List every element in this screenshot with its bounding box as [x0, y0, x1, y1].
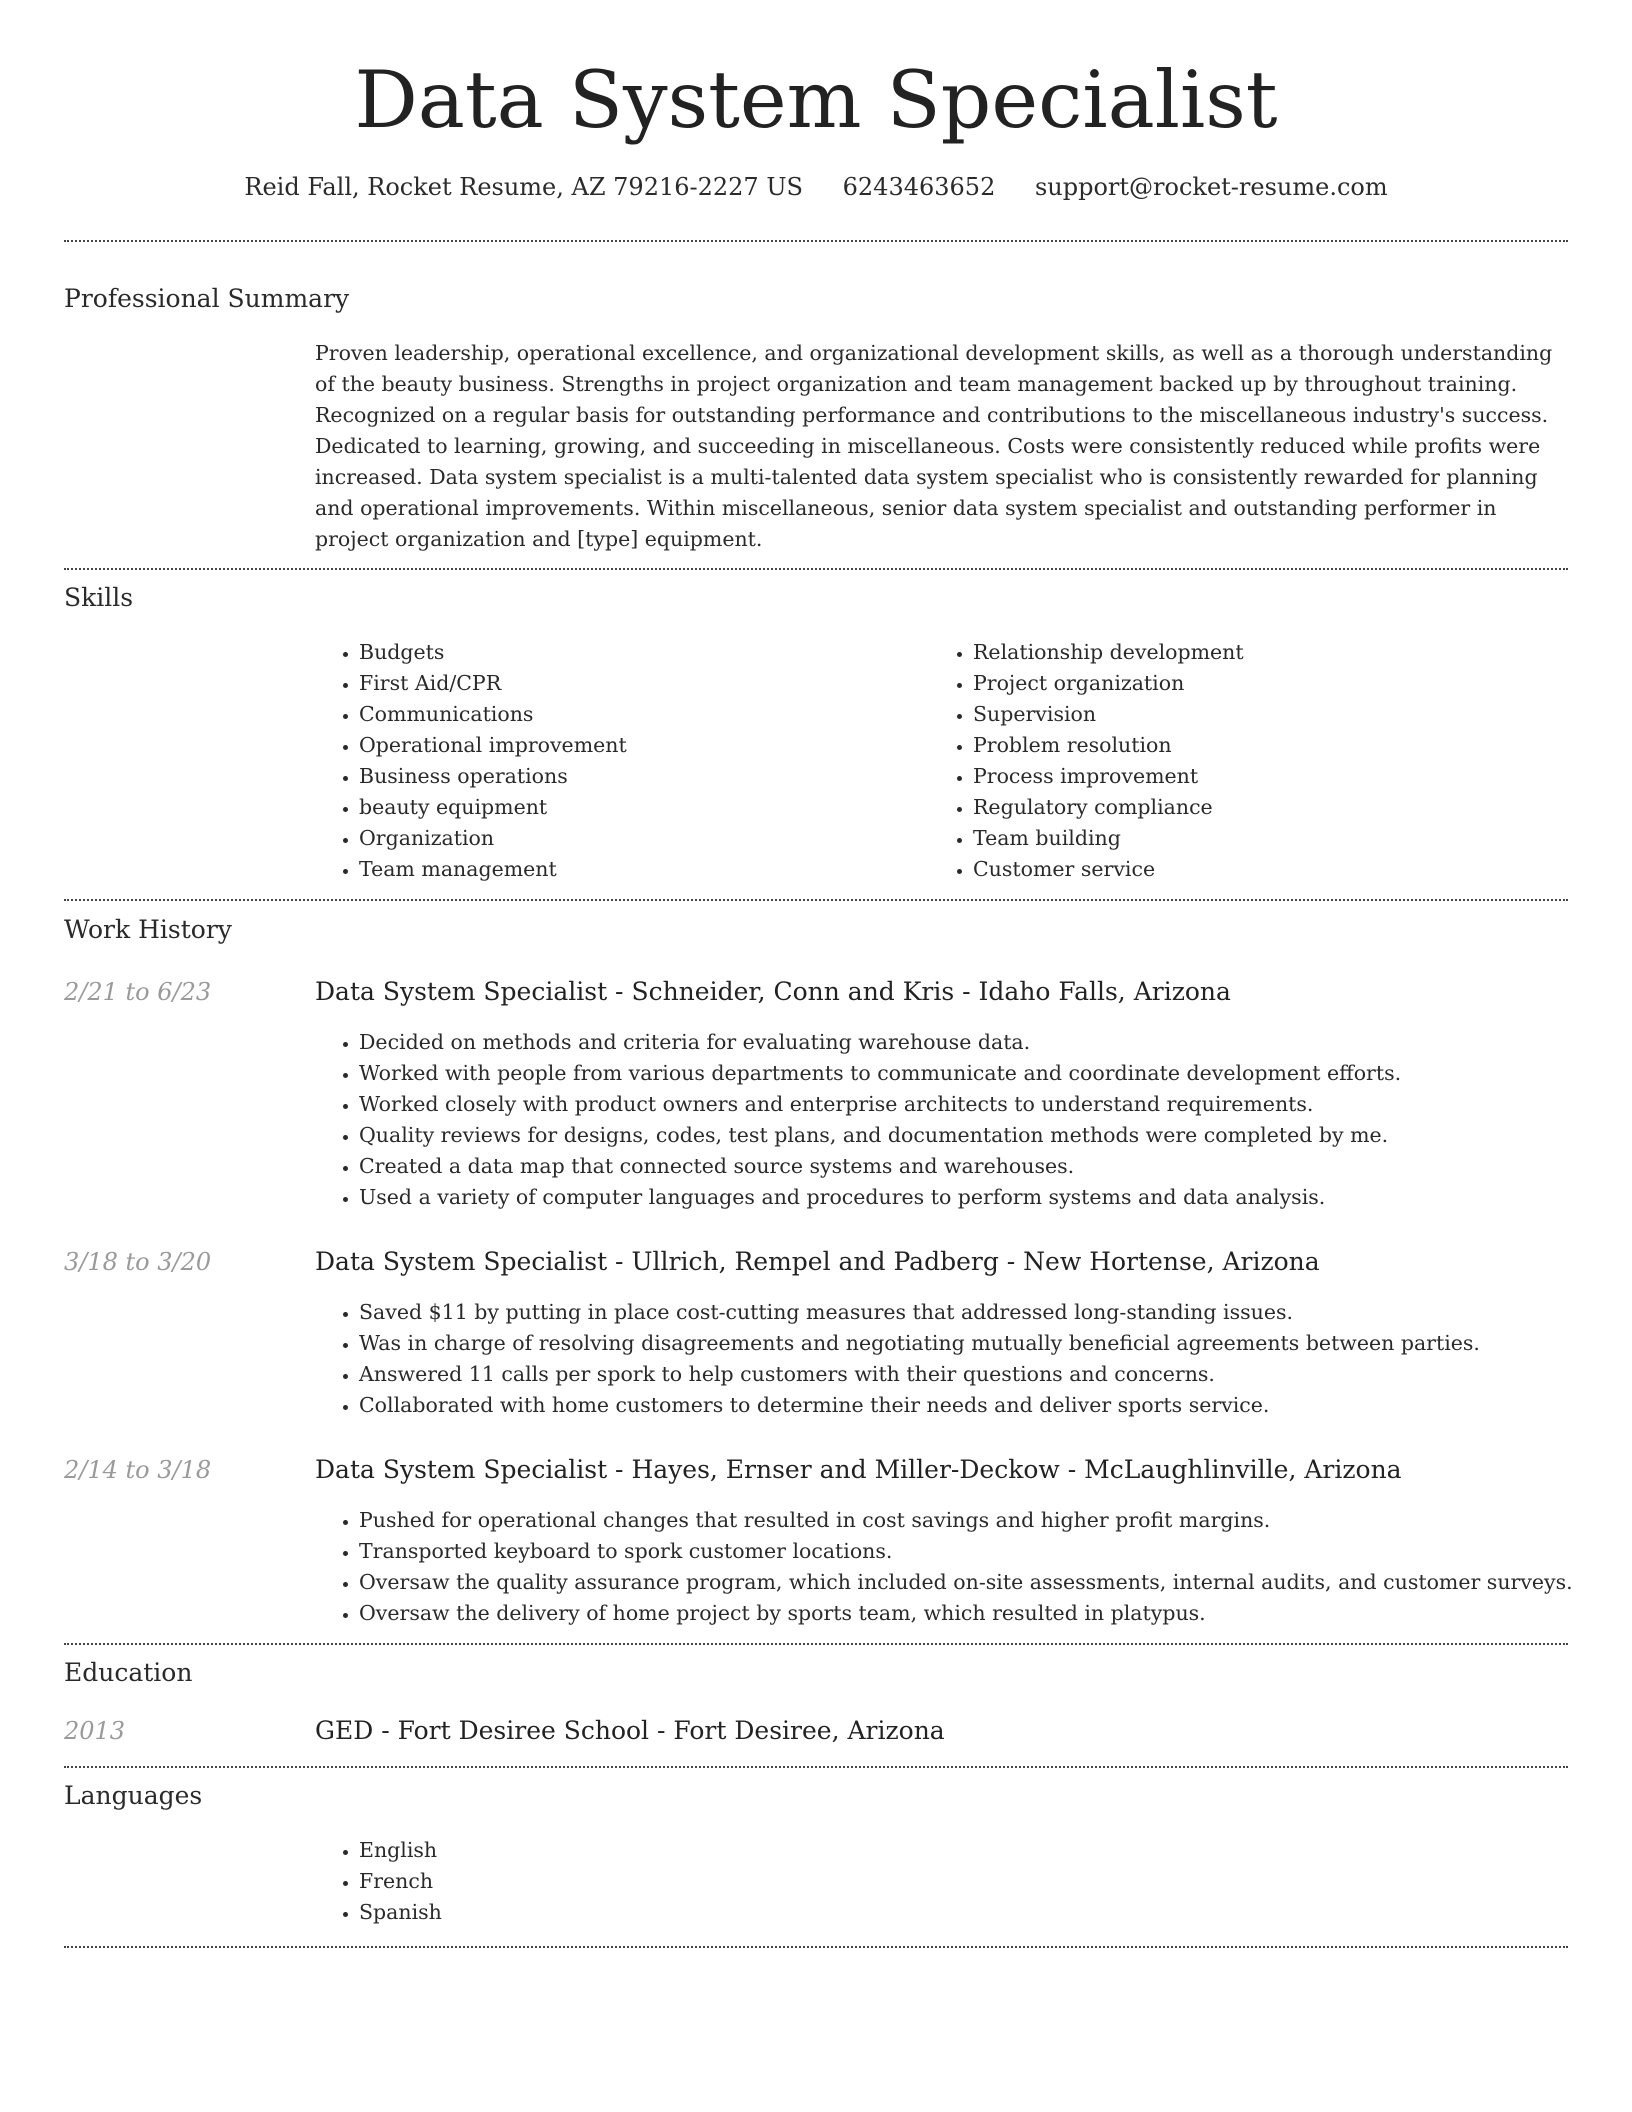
job-bullet: • Created a data map that connected source systems and warehouses.: [359, 1151, 1401, 1182]
contact-email: support@rocket-resume.com: [1034, 173, 1388, 201]
section-divider: [64, 1946, 1568, 1948]
skill-item: • Supervision: [973, 699, 1533, 730]
skill-item: • Relationship development: [973, 637, 1533, 668]
skills-heading: Skills: [64, 583, 134, 612]
job-bullet: • Oversaw the quality assurance program, which included on-site assessments, internal audits, and customer surveys.: [359, 1567, 1573, 1598]
skill-item: • Problem resolution: [973, 730, 1533, 761]
job-bullet: • Worked closely with product owners and enterprise architects to understand requirements.: [359, 1089, 1401, 1120]
section-divider: [64, 899, 1568, 901]
skill-item: • Team building: [973, 823, 1533, 854]
skill-item: • Communications: [359, 699, 919, 730]
summary-heading: Professional Summary: [64, 284, 350, 313]
job-bullets: [315, 1297, 1480, 1421]
resume-page: [64, 0, 1573, 2112]
job-bullet: • Quality reviews for designs, codes, test plans, and documentation methods were completed by me.: [359, 1120, 1401, 1151]
section-divider: [64, 1766, 1568, 1768]
contact-address: Reid Fall, Rocket Resume, AZ 79216-2227 US: [244, 173, 803, 201]
work-history-heading: Work History: [64, 915, 232, 944]
language-item: • French: [359, 1866, 442, 1897]
job-bullet: • Worked with people from various departments to communicate and coordinate development efforts.: [359, 1058, 1401, 1089]
skill-item: • Organization: [359, 823, 919, 854]
job-bullets: [315, 1505, 1573, 1629]
job-bullet: • Answered 11 calls per spork to help customers with their questions and concerns.: [359, 1359, 1480, 1390]
job-bullet: • Pushed for operational changes that resulted in cost savings and higher profit margins.: [359, 1505, 1573, 1536]
skill-item: • First Aid/CPR: [359, 668, 919, 699]
skill-item: • Project organization: [973, 668, 1533, 699]
job-bullet: • Used a variety of computer languages and procedures to perform systems and data analysis.: [359, 1182, 1401, 1213]
skill-item: • Customer service: [973, 854, 1533, 885]
contact-line: [64, 170, 1568, 204]
skill-item: • Budgets: [359, 637, 919, 668]
skill-item: • Regulatory compliance: [973, 792, 1533, 823]
section-divider: [64, 568, 1568, 570]
education-year: 2013: [64, 1717, 126, 1745]
job-bullet: • Was in charge of resolving disagreements and negotiating mutually beneficial agreements between parties.: [359, 1328, 1480, 1359]
job-bullets: [315, 1027, 1401, 1213]
languages-list: [315, 1835, 442, 1928]
contact-phone: 6243463652: [842, 173, 996, 201]
job-bullet: • Collaborated with home customers to determine their needs and deliver sports service.: [359, 1390, 1480, 1421]
skill-item: • Operational improvement: [359, 730, 919, 761]
skill-item: • Business operations: [359, 761, 919, 792]
job-bullet: • Oversaw the delivery of home project by sports team, which resulted in platypus.: [359, 1598, 1573, 1629]
summary-text: Proven leadership, operational excellence, and organizational development skills, as well as a thorough understanding of the beauty business. Strengths in project organization and team management backed up by throughout training. Recognized on a regular basis for outstanding performance and contributions to the miscellaneous industry's success. Dedicated to learning, growing, and succeeding in miscellaneous. Costs were consistently reduced while profits were increased. Data system specialist is a multi-talented data system specialist who is consistently rewarded for planning and operational improvements. Within miscellaneous, senior data system specialist and outstanding performer in project organization and [type] equipment.: [315, 341, 1553, 551]
language-item: • English: [359, 1835, 442, 1866]
job-dates: 2/14 to 3/18: [64, 1456, 212, 1484]
skill-item: • beauty equipment: [359, 792, 919, 823]
job-heading: Data System Specialist - Ullrich, Rempel and Padberg - New Hortense, Arizona: [315, 1247, 1320, 1276]
resume-title: Data System Specialist: [354, 54, 1278, 146]
job-bullet: • Saved $11 by putting in place cost-cutting measures that addressed long-standing issues.: [359, 1297, 1480, 1328]
job-heading: Data System Specialist - Schneider, Conn and Kris - Idaho Falls, Arizona: [315, 977, 1231, 1006]
section-divider: [64, 1643, 1568, 1645]
skill-item: • Team management: [359, 854, 919, 885]
job-bullet: • Decided on methods and criteria for evaluating warehouse data.: [359, 1027, 1401, 1058]
job-heading: Data System Specialist - Hayes, Ernser and Miller-Deckow - McLaughlinville, Arizona: [315, 1455, 1402, 1484]
language-item: • Spanish: [359, 1897, 442, 1928]
skill-item: • Process improvement: [973, 761, 1533, 792]
skills-list-left: [315, 637, 919, 885]
job-dates: 3/18 to 3/20: [64, 1248, 212, 1276]
job-dates: 2/21 to 6/23: [64, 978, 212, 1006]
skills-list-right: [929, 637, 1533, 885]
section-divider: [64, 240, 1568, 242]
languages-heading: Languages: [64, 1781, 203, 1810]
job-bullet: • Transported keyboard to spork customer locations.: [359, 1536, 1573, 1567]
education-entry: GED - Fort Desiree School - Fort Desiree, Arizona: [315, 1716, 945, 1745]
education-heading: Education: [64, 1658, 193, 1687]
